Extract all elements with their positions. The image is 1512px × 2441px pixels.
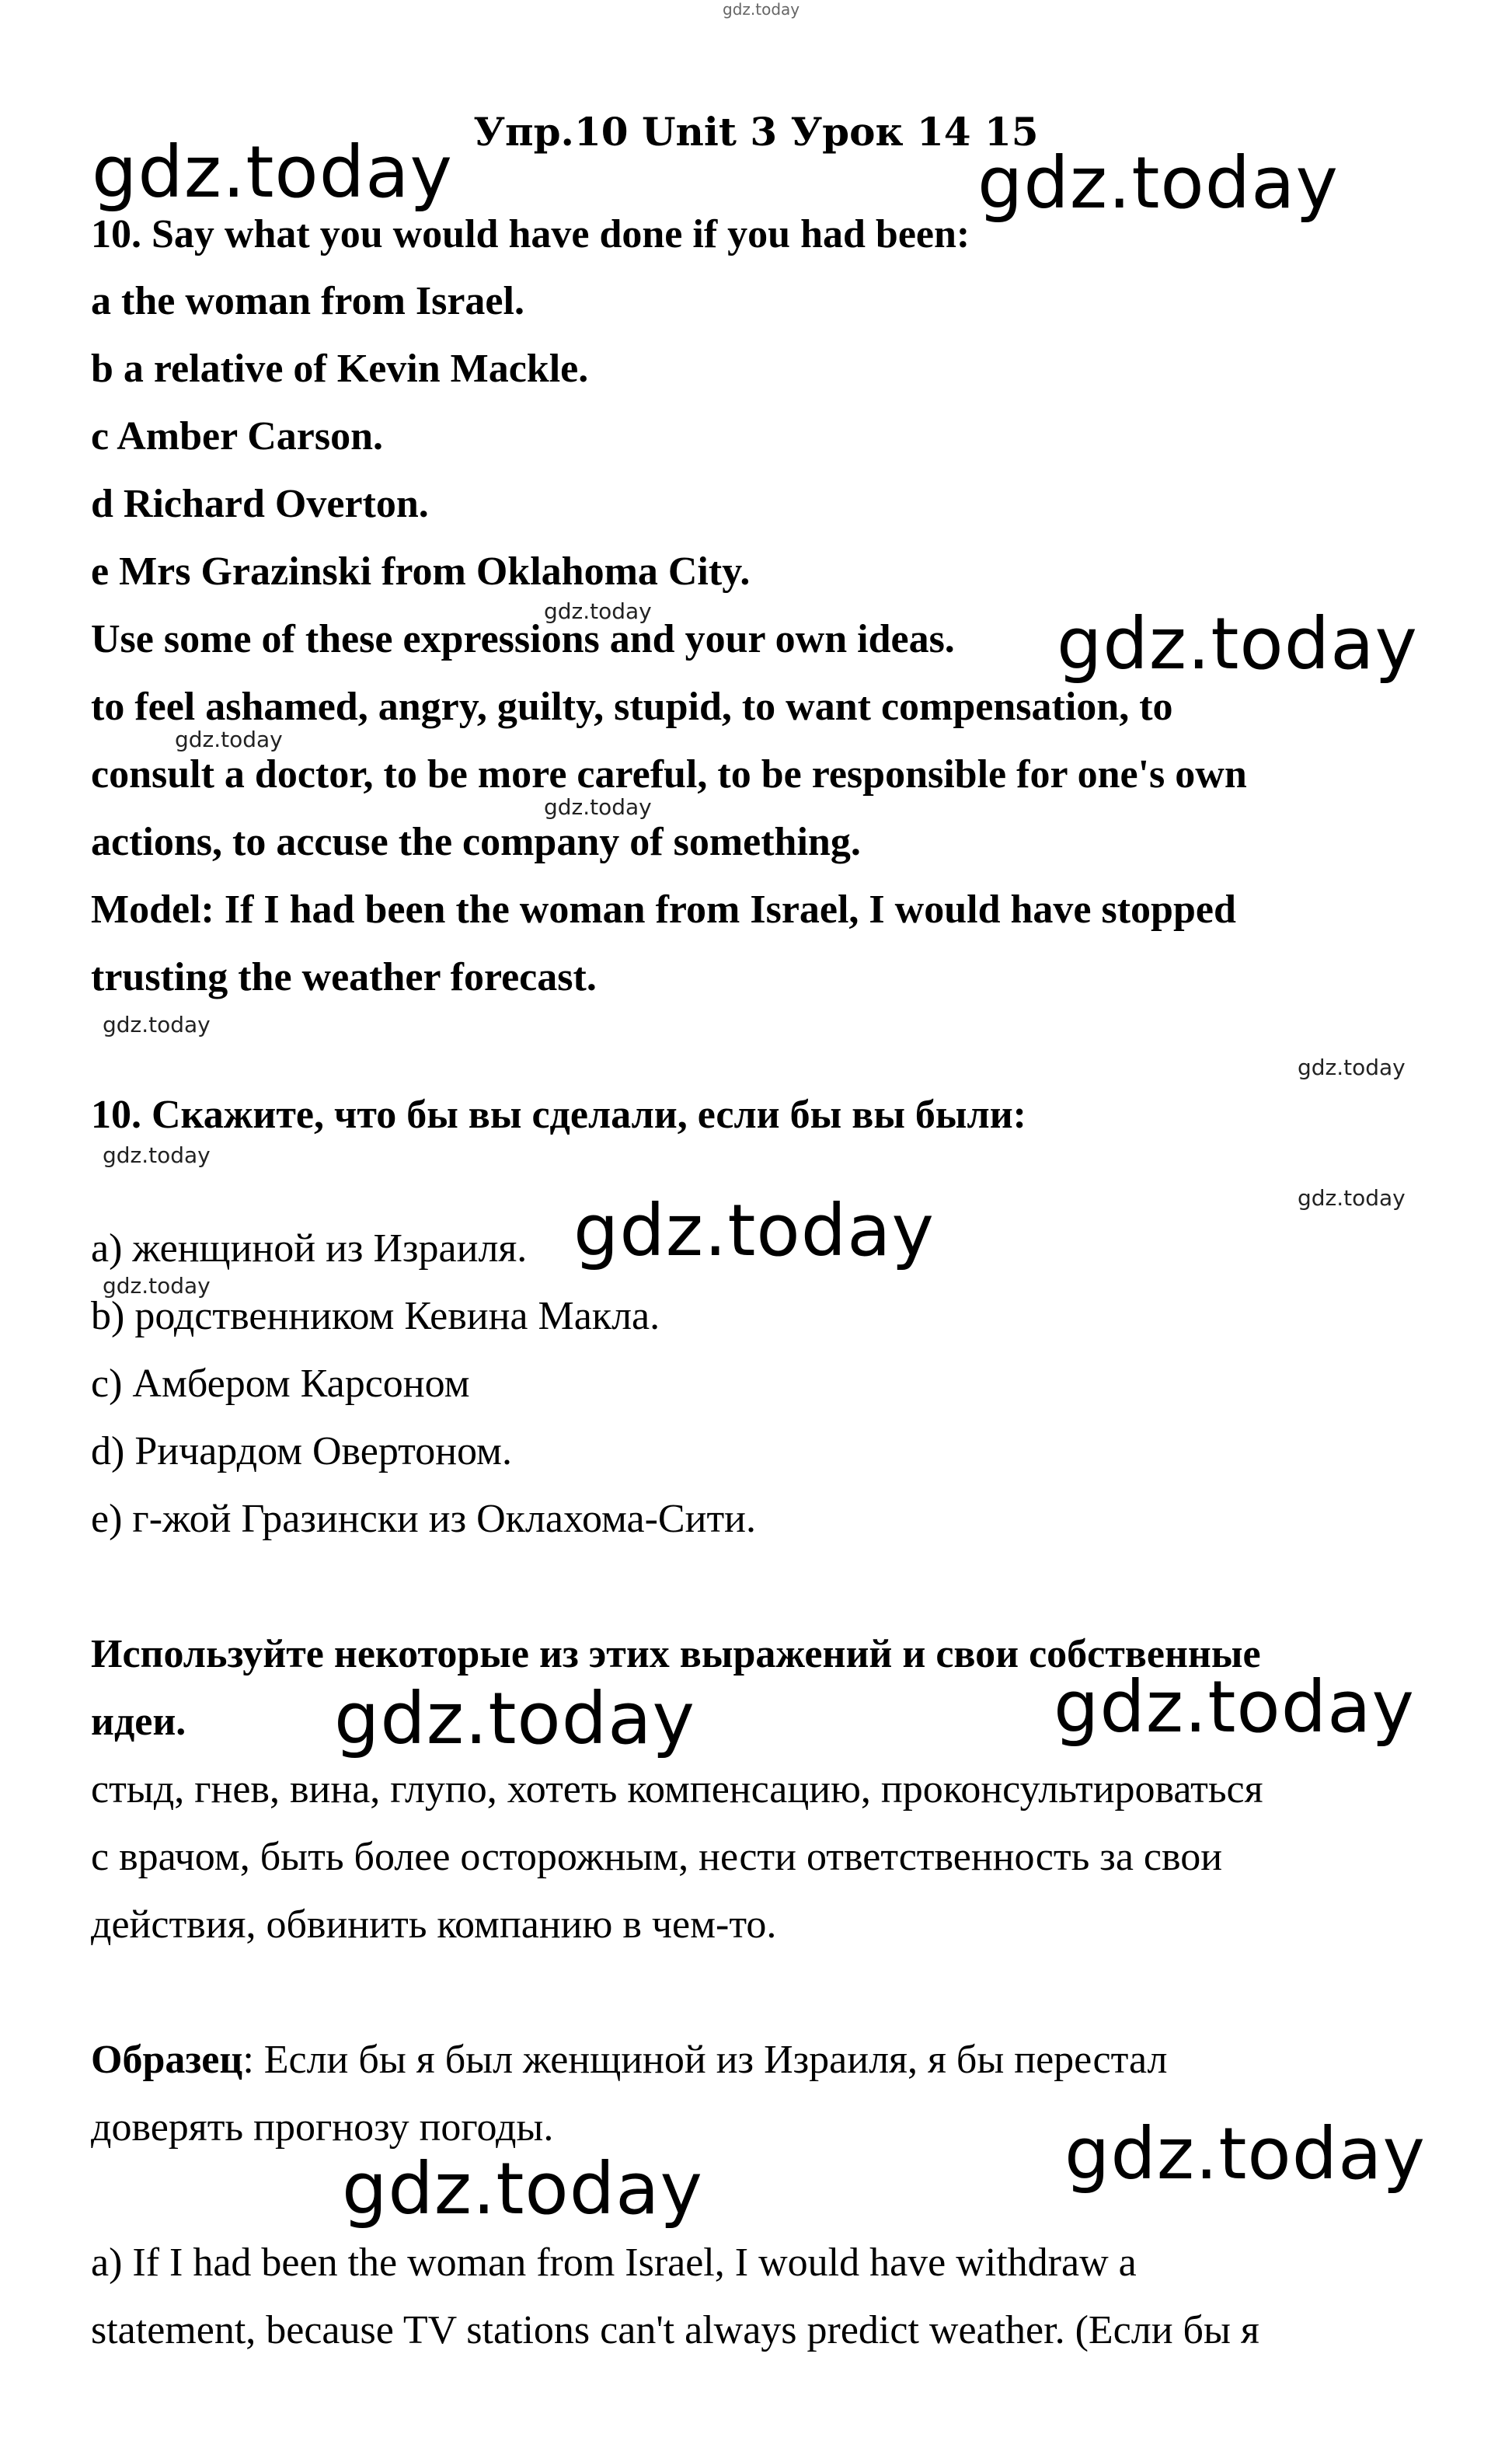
russian-model-text: : Если бы я был женщиной из Израиля, я бы перестал [242, 2038, 1168, 2082]
watermark-small: gdz.today [103, 1273, 211, 1299]
russian-option-b: b) родственником Кевина Макла. [91, 1294, 660, 1338]
watermark-small: gdz.today [1298, 1185, 1406, 1211]
english-use-expressions: Use some of these expressions and your own ideas. [91, 617, 955, 661]
watermark-small: gdz.today [103, 1142, 211, 1168]
answer-line-2: statement, because TV stations can't always predict weather. (Если бы я [91, 2308, 1259, 2352]
english-task: 10. Say what you would have done if you had been: [91, 212, 970, 256]
watermark-large: gdz.today [342, 2147, 703, 2230]
watermark-large: gdz.today [334, 1677, 695, 1760]
english-option-e: e Mrs Grazinski from Oklahoma City. [91, 549, 751, 594]
english-model-line-2: trusting the weather forecast. [91, 955, 597, 999]
watermark-large: gdz.today [977, 141, 1339, 225]
watermark-small: gdz.today [1298, 1055, 1406, 1080]
watermark-large: gdz.today [92, 131, 453, 214]
watermark-small: gdz.today [544, 794, 652, 820]
english-option-b: b a relative of Kevin Mackle. [91, 347, 589, 391]
russian-use-expressions-line-2: идеи. [91, 1700, 186, 1744]
english-expressions-line-1: to feel ashamed, angry, guilty, stupid, to want compensation, to [91, 685, 1173, 729]
page-title: Упр.10 Unit 3 Урок 14 15 [473, 109, 1039, 155]
russian-option-d: d) Ричардом Овертоном. [91, 1429, 512, 1473]
russian-option-a: a) женщиной из Израиля. [91, 1226, 528, 1271]
watermark-small: gdz.today [103, 1012, 211, 1037]
english-option-a: a the woman from Israel. [91, 279, 524, 323]
russian-expressions-line-2: с врачом, быть более осторожным, нести ответственность за свои [91, 1835, 1223, 1879]
russian-expressions-line-1: стыд, гнев, вина, глупо, хотеть компенсацию, проконсультироваться [91, 1767, 1263, 1812]
russian-task: 10. Скажите, что бы вы сделали, если бы вы были: [91, 1093, 1026, 1137]
russian-option-e: e) г-жой Гразински из Оклахома-Сити. [91, 1497, 756, 1541]
english-model-line-1: Model: If I had been the woman from Israel, I would have stopped [91, 887, 1236, 932]
english-expressions-line-2: consult a doctor, to be more careful, to be responsible for one's own [91, 752, 1247, 797]
answer-line-1: a) If I had been the woman from Israel, I would have withdraw a [91, 2240, 1137, 2285]
russian-model-line-1 [91, 2037, 1167, 2084]
russian-expressions-line-3: действия, обвинить компанию в чем-то. [91, 1902, 777, 1947]
english-expressions-line-3: actions, to accuse the company of something. [91, 820, 861, 864]
russian-use-expressions-line-1: Используйте некоторые из этих выражений и свои собственные [91, 1632, 1261, 1676]
watermark-large: gdz.today [1057, 602, 1418, 685]
watermark-large: gdz.today [1054, 1665, 1415, 1749]
english-option-c: c Amber Carson. [91, 414, 384, 459]
watermark-small: gdz.today [175, 727, 283, 752]
watermark-small: gdz.today [544, 598, 652, 624]
header-watermark: gdz.today [723, 0, 800, 19]
watermark-large: gdz.today [573, 1189, 935, 1272]
russian-model-line-2: доверять прогнозу погоды. [91, 2105, 554, 2150]
russian-option-c: c) Амбером Карсоном [91, 1362, 470, 1406]
english-option-d: d Richard Overton. [91, 482, 429, 526]
watermark-large: gdz.today [1064, 2112, 1426, 2195]
russian-model-label: Образец [91, 2038, 243, 2082]
